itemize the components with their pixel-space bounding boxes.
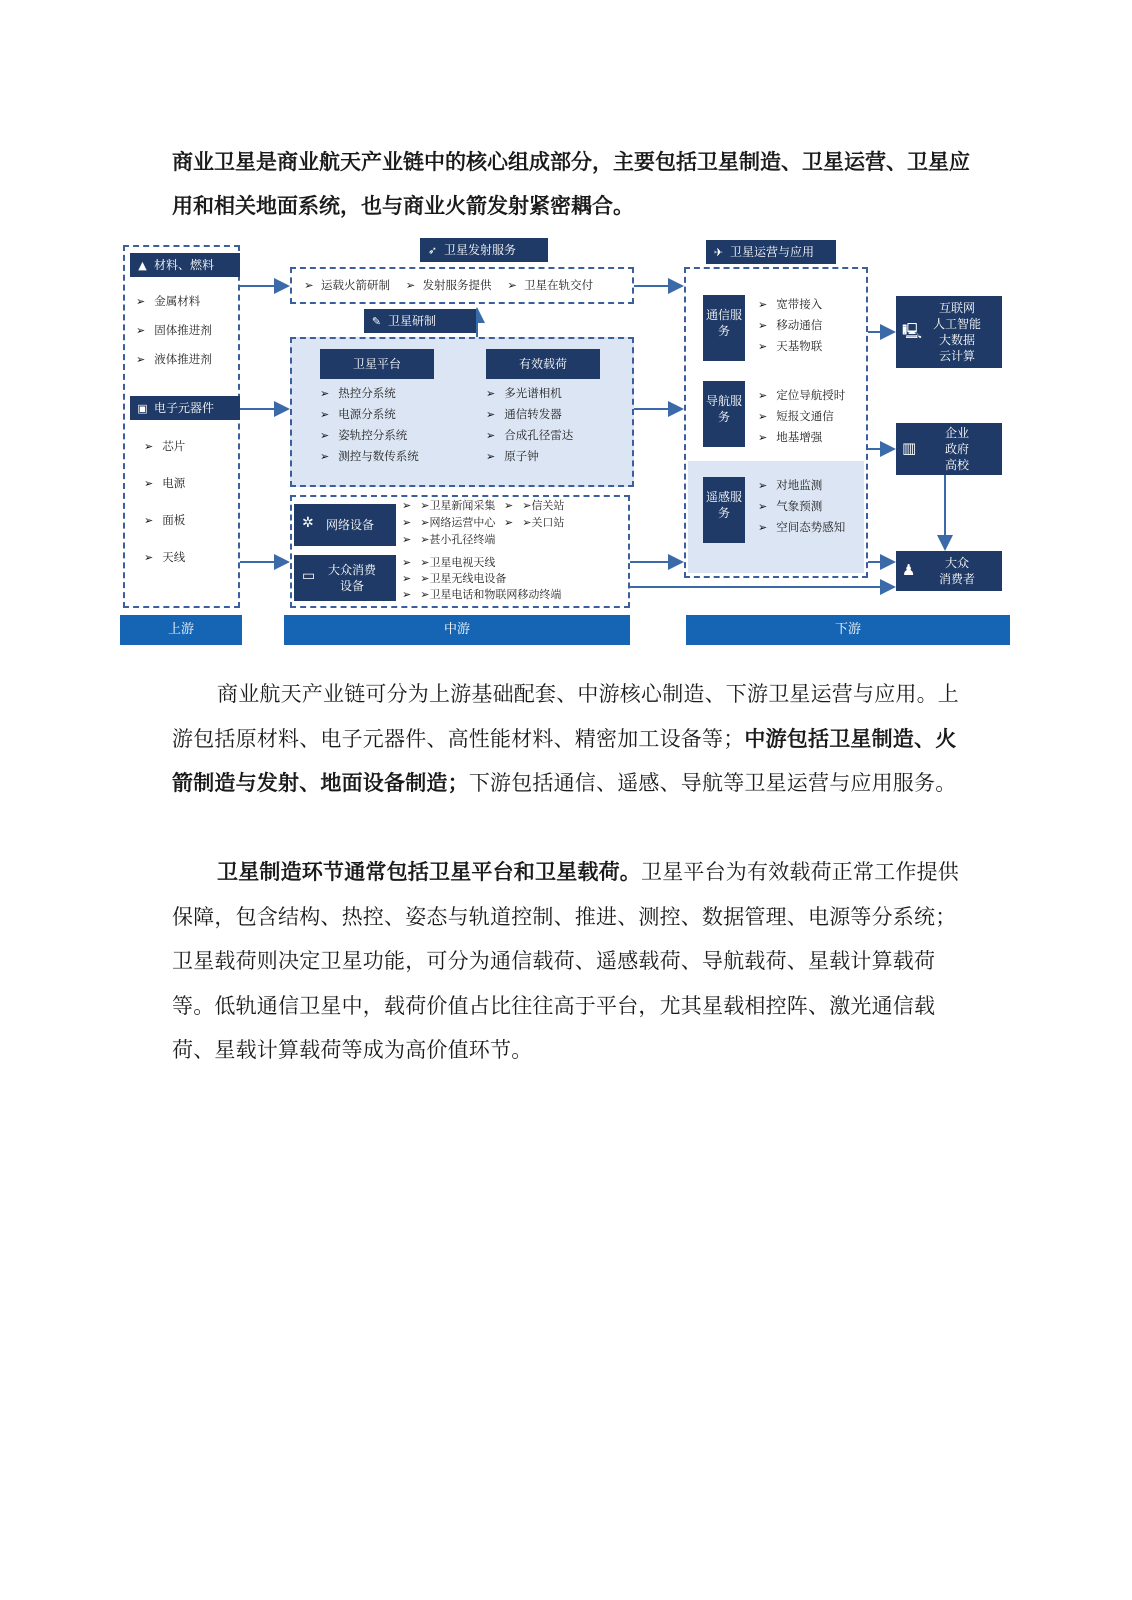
people-icon: ♟: [902, 561, 916, 579]
list-item: ➢ 运载火箭研制: [304, 278, 390, 292]
enterprise-customer-box: ▥ 企业 政府 高校: [896, 423, 1002, 475]
list-item: ➢ 天线: [144, 539, 185, 576]
pen-icon: ✎: [371, 315, 382, 328]
flame-icon: ▲: [138, 259, 147, 272]
list-item: ➢ ➢卫星电话和物联网移动终端: [402, 587, 561, 603]
chip-icon: ▣: [137, 402, 148, 415]
consumer-equipment-label: ▭ 大众消费设备: [294, 555, 396, 601]
list-item: ➢ 热控分系统: [320, 383, 419, 404]
list-item: ➢ 原子钟: [486, 446, 573, 467]
list-item: ➢ ➢信关站: [504, 497, 564, 514]
list-item: ➢ ➢甚小孔径终端: [402, 531, 495, 548]
list-item: ➢ 多光谱相机: [486, 383, 573, 404]
list-item: ➢ ➢网络运营中心: [402, 514, 495, 531]
list-item: ➢ 合成孔径雷达: [486, 425, 573, 446]
list-item: ➢ 金属材料: [136, 290, 212, 313]
electronics-tag: ▣ 电子元器件: [130, 396, 240, 420]
midstream-band: 中游: [284, 615, 630, 645]
list-item: ➢ 对地监测: [758, 475, 845, 496]
nav-service-label: 导航服务: [703, 381, 745, 447]
list-item: ➢ ➢关口站: [504, 514, 564, 531]
list-item: ➢ 空间态势感知: [758, 517, 845, 538]
list-item: ➢ 天基物联: [758, 336, 822, 357]
consumer-customer-box: ♟ 大众 消费者: [896, 551, 1002, 591]
consumer-list: [402, 555, 561, 603]
list-item: ➢ 测控与数传系统: [320, 446, 419, 467]
nav-list: [758, 385, 845, 448]
platform-list: [320, 383, 419, 467]
list-item: ➢ 电源: [144, 465, 185, 502]
list-item: ➢ 面板: [144, 502, 185, 539]
comm-service-label: 通信服务: [703, 295, 745, 361]
network-list-2: [504, 497, 564, 531]
payload-header: 有效载荷: [486, 349, 600, 379]
launch-tag: ➶ 卫星发射服务: [420, 238, 548, 262]
list-item: ➢ 定位导航授时: [758, 385, 845, 406]
list-item: ➢ 宽带接入: [758, 294, 822, 315]
rs-list: [758, 475, 845, 538]
ops-tag: ✈ 卫星运营与应用: [706, 240, 836, 264]
rocket-icon: ➶: [427, 244, 438, 257]
satellite-dish-icon: ✲: [302, 515, 314, 531]
list-item: ➢ ➢卫星新闻采集: [402, 497, 495, 514]
materials-list: [136, 290, 212, 371]
list-item: ➢ 芯片: [144, 428, 185, 465]
monitor-icon: ▭: [302, 568, 316, 584]
rnd-tag: ✎ 卫星研制: [364, 309, 476, 333]
upstream-band: 上游: [120, 615, 242, 645]
list-item: ➢ 电源分系统: [320, 404, 419, 425]
internet-customer-box: 🖳 互联网 人工智能 大数据 云计算: [896, 296, 1002, 368]
list-item: ➢ ➢卫星电视天线: [402, 555, 561, 571]
industry-chain-diagram: [120, 235, 1035, 660]
platform-header: 卫星平台: [320, 349, 434, 379]
list-item: ➢ 气象预测: [758, 496, 845, 517]
payload-list: [486, 383, 573, 467]
list-item: ➢ 移动通信: [758, 315, 822, 336]
list-item: ➢ 通信转发器: [486, 404, 573, 425]
list-item: ➢ 固体推进剂: [136, 319, 212, 342]
comm-list: [758, 294, 822, 357]
launch-list: [304, 274, 593, 296]
list-item: ➢ 地基增强: [758, 427, 845, 448]
list-item: ➢ 发射服务提供: [405, 278, 492, 292]
computer-icon: 🖳: [902, 322, 923, 340]
intro-heading: 商业卫星是商业航天产业链中的核心组成部分，主要包括卫星制造、卫星运营、卫星应用和相关地面系统，也与商业火箭发射紧密耦合。: [172, 150, 970, 218]
paragraph-satellite-manufacturing: 卫星制造环节通常包括卫星平台和卫星载荷。卫星平台为有效载荷正常工作提供保障，包含结构、热控、姿态与轨道控制、推进、测控、数据管理、电源等分系统；卫星载荷则决定卫星功能，可分为通信载荷、遥感载荷、导航载荷、星载计算载荷等。低轨通信卫星中，载荷价值占比往往高于平台，尤其星载相控阵、激光通信载荷、星载计算载荷等成为高价值环节。: [172, 860, 959, 1062]
list-item: ➢ 姿轨控分系统: [320, 425, 419, 446]
materials-tag: ▲ 材料、燃料: [130, 253, 240, 277]
network-equipment-label: ✲ 网络设备: [294, 504, 396, 546]
paragraph-industry-chain: 商业航天产业链可分为上游基础配套、中游核心制造、下游卫星运营与应用。上游包括原材料、电子元器件、高性能材料、精密加工设备等；中游包括卫星制造、火箭制造与发射、地面设备制造；下游包括通信、遥感、导航等卫星运营与应用服务。: [172, 682, 959, 795]
satellite-icon: ✈: [713, 246, 724, 259]
list-item: ➢ 卫星在轨交付: [507, 278, 594, 292]
list-item: ➢ ➢卫星无线电设备: [402, 571, 561, 587]
network-list: [402, 497, 495, 548]
downstream-band: 下游: [686, 615, 1010, 645]
electronics-list: [144, 428, 185, 576]
list-item: ➢ 液体推进剂: [136, 348, 212, 371]
rs-service-label: 遥感服务: [703, 477, 745, 543]
list-item: ➢ 短报文通信: [758, 406, 845, 427]
building-icon: ▥: [902, 439, 917, 457]
